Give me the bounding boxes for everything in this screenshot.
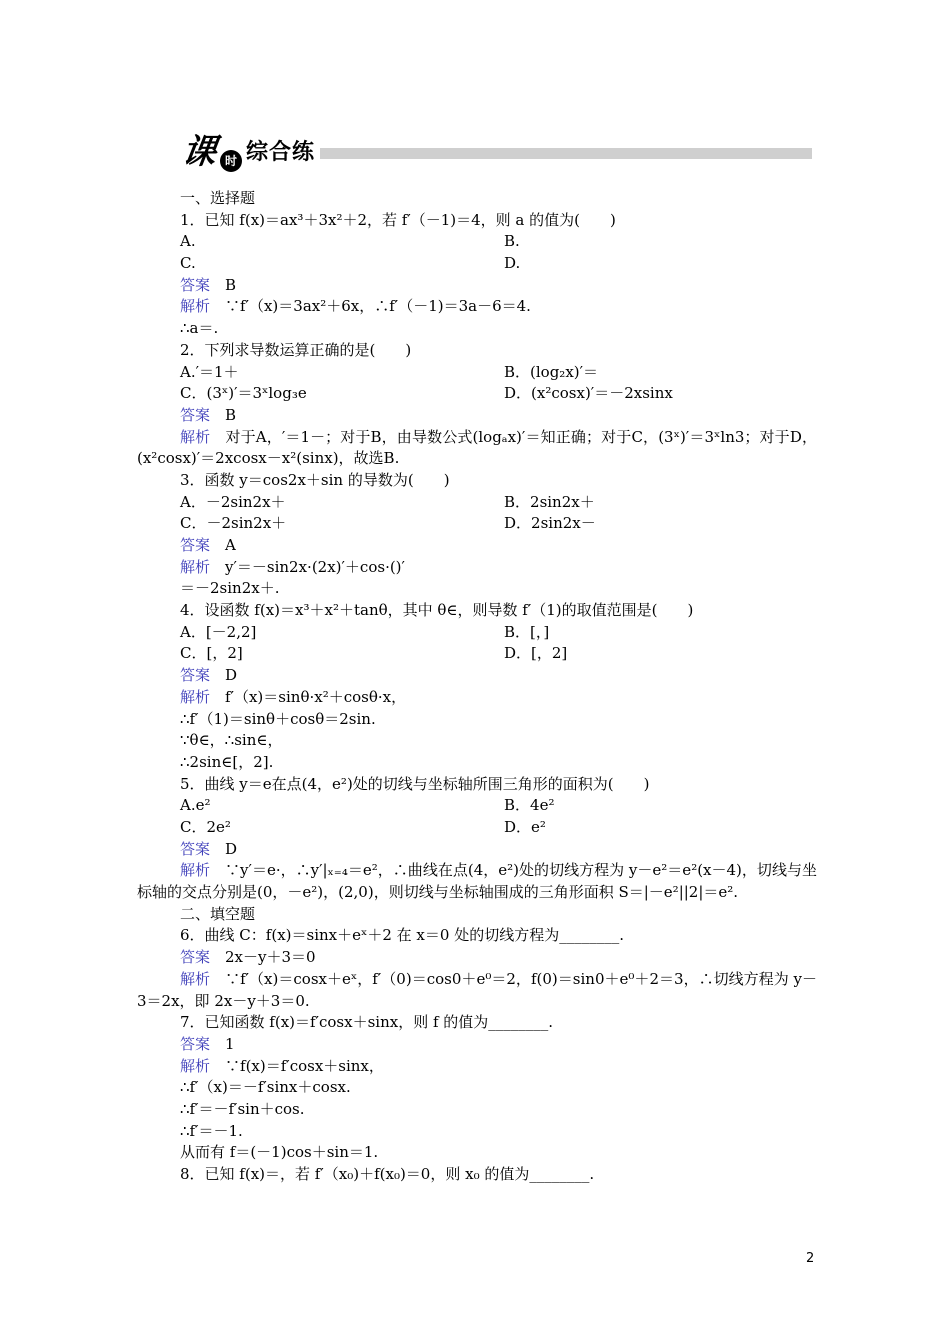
line-text: 6．曲线 C：f(x)＝sinx＋eˣ＋2 在 x＝0 处的切线方程为________. (180, 926, 624, 945)
text-line (137, 1142, 817, 1164)
option-left: A.e² (180, 796, 211, 815)
line-text: ∴f′＝－f′sin＋cos. (180, 1099, 305, 1118)
text-line (137, 492, 817, 514)
line-text: ∵θ∈，∴sin∈， (180, 731, 283, 750)
line-text: A (210, 536, 236, 555)
line-text: 3．函数 y＝cos2x＋sin 的导数为( ) (180, 470, 450, 489)
option-left: A．－2sin2x＋ (180, 492, 286, 511)
text-line (137, 665, 817, 687)
line-text: D (210, 839, 238, 858)
text-line (137, 709, 817, 731)
option-left: C．[，2] (180, 644, 243, 663)
banner-title: 综合练 (246, 140, 316, 165)
line-text: 对于A，′＝1－；对于B，由导数公式(logₐx)′＝知正确；对于C，(3ˣ)′＝3ˣln3；对于D，(x²cosx)′＝2xcosx－x²(sinx)，故选B. (137, 427, 817, 468)
text-line (137, 1164, 817, 1186)
line-text: ∴a＝. (180, 319, 219, 338)
option-right: B. (504, 232, 520, 251)
line-text: 7．已知函数 f(x)＝f′cosx＋sinx，则 f 的值为________. (180, 1013, 554, 1032)
option-right: B．4e² (504, 796, 555, 815)
text-line (137, 687, 817, 709)
text-line (137, 622, 817, 644)
line-text: 4．设函数 f(x)＝x³＋x²＋tanθ，其中 θ∈，则导数 f′（1)的取值范围是( ) (180, 601, 694, 620)
text-line (137, 730, 817, 752)
option-right: D．[，2] (504, 644, 568, 663)
line-text: ∵f′（x)＝3ax²＋6x，∴f′（－1)＝3a－6＝4. (210, 297, 531, 316)
option-right: B．[，] (504, 622, 550, 641)
option-right: D. (504, 254, 521, 273)
analysis-label: 解析 (180, 969, 211, 988)
line-text: 一、选择题 (180, 189, 256, 207)
option-right: D．2sin2x－ (504, 514, 596, 533)
text-line (137, 774, 817, 796)
line-text: D (210, 666, 238, 685)
answer-label: 答案 (180, 405, 211, 424)
text-line (137, 362, 817, 384)
text-line (137, 405, 817, 427)
text-line (137, 275, 817, 297)
line-text: 2．下列求导数运算正确的是( ) (180, 340, 412, 359)
line-text: 二、填空题 (180, 904, 256, 923)
text-line (137, 253, 817, 275)
text-line (137, 947, 817, 969)
text-line (137, 427, 817, 470)
answer-label: 答案 (180, 666, 211, 685)
text-line (137, 643, 817, 665)
answer-label: 答案 (180, 948, 211, 967)
analysis-label: 解析 (180, 1056, 211, 1075)
text-line (137, 752, 817, 774)
text-line (137, 231, 817, 253)
text-line (137, 383, 817, 405)
option-left: A. (180, 232, 196, 251)
banner-char-shi: 时 (220, 150, 242, 172)
text-line (137, 318, 817, 340)
text-line (137, 1012, 817, 1034)
text-line (137, 904, 817, 926)
banner-char-ke: 课 (179, 132, 219, 172)
text-line (137, 535, 817, 557)
answer-label: 答案 (180, 275, 211, 294)
page-number: 2 (806, 1251, 815, 1266)
option-left: A.′＝1＋ (180, 362, 239, 381)
line-text: ∵f′（x)＝cosx＋eˣ，f′（0)＝cos0＋e⁰＝2，f(0)＝sin0＋e⁰＋2＝3，∴切线方程为 y－3＝2x，即 2x－y＋3＝0. (137, 969, 817, 1010)
line-text: 1 (210, 1034, 235, 1053)
option-left: A．[－2,2] (180, 622, 257, 641)
option-right: B．2sin2x＋ (504, 492, 595, 511)
text-line (137, 1056, 817, 1078)
option-right: D．(x²cosx)′＝－2xsinx (504, 384, 673, 403)
option-right: D．e² (504, 817, 546, 836)
analysis-label: 解析 (180, 297, 211, 316)
text-line (137, 188, 817, 210)
line-text: 8．已知 f(x)＝，若 f′（x₀)＋f(x₀)＝0，则 x₀ 的值为________. (180, 1165, 595, 1184)
line-text: f′（x)＝sinθ·x²＋cosθ·x， (210, 687, 407, 706)
option-right: B．(log₂x)′＝ (504, 362, 599, 381)
text-line (137, 1099, 817, 1121)
option-left: C．(3ˣ)′＝3ˣlog₃e (180, 384, 307, 403)
section-banner (180, 132, 812, 182)
line-text: B (210, 275, 237, 294)
line-text: ∴f′＝－1. (180, 1121, 243, 1140)
text-line (137, 513, 817, 535)
line-text: 5．曲线 y＝e在点(4，e²)处的切线与坐标轴所围三角形的面积为( ) (180, 774, 650, 793)
text-line (137, 340, 817, 362)
line-text: ∵y′＝e·，∴y′|ₓ₌₄＝e²，∴曲线在点(4，e²)处的切线方程为 y－e²＝e²(x－4)，切线与坐标轴的交点分别是(0，－e²)，(2,0)，则切线与坐标轴围成的三角形面积 S＝|－e²||2|＝e². (137, 861, 817, 902)
option-left: C．2e² (180, 817, 231, 836)
analysis-label: 解析 (180, 687, 211, 706)
option-left: C. (180, 254, 196, 273)
answer-label: 答案 (180, 839, 211, 858)
line-text: ∴2sin∈[，2]. (180, 752, 274, 771)
text-line (137, 296, 817, 318)
line-text: 1．已知 f(x)＝ax³＋3x²＋2，若 f′（－1)＝4，则 a 的值为( ) (180, 210, 616, 229)
text-line (137, 795, 817, 817)
text-line (137, 210, 817, 232)
text-line (137, 470, 817, 492)
line-text: ∴f′（x)＝－f′sinx＋cosx. (180, 1078, 351, 1097)
line-text: ∵f(x)＝f′cosx＋sinx， (210, 1056, 384, 1075)
banner-gray-bar (320, 148, 812, 159)
line-text: 从而有 f＝(－1)cos＋sin＝1. (180, 1143, 379, 1162)
analysis-label: 解析 (180, 427, 211, 446)
option-left: C．－2sin2x＋ (180, 514, 287, 533)
text-line (137, 925, 817, 947)
analysis-label: 解析 (180, 557, 211, 576)
text-line (137, 1077, 817, 1099)
line-text: ∴f′（1)＝sinθ＋cosθ＝2sin. (180, 709, 376, 728)
text-line (137, 1121, 817, 1143)
text-line (137, 860, 817, 903)
answer-label: 答案 (180, 1034, 211, 1053)
line-text: ＝－2sin2x＋. (180, 579, 280, 598)
line-text: y′＝－sin2x·(2x)′＋cos·()′ (210, 557, 405, 576)
text-line (137, 1034, 817, 1056)
text-line (137, 557, 817, 579)
line-text: B (210, 405, 237, 424)
text-line (137, 817, 817, 839)
text-line (137, 600, 817, 622)
line-text: 2x－y＋3＝0 (210, 948, 316, 967)
analysis-label: 解析 (180, 861, 211, 880)
document-body (137, 188, 817, 1186)
text-line (137, 969, 817, 1012)
text-line (137, 839, 817, 861)
answer-label: 答案 (180, 536, 211, 555)
text-line (137, 578, 817, 600)
